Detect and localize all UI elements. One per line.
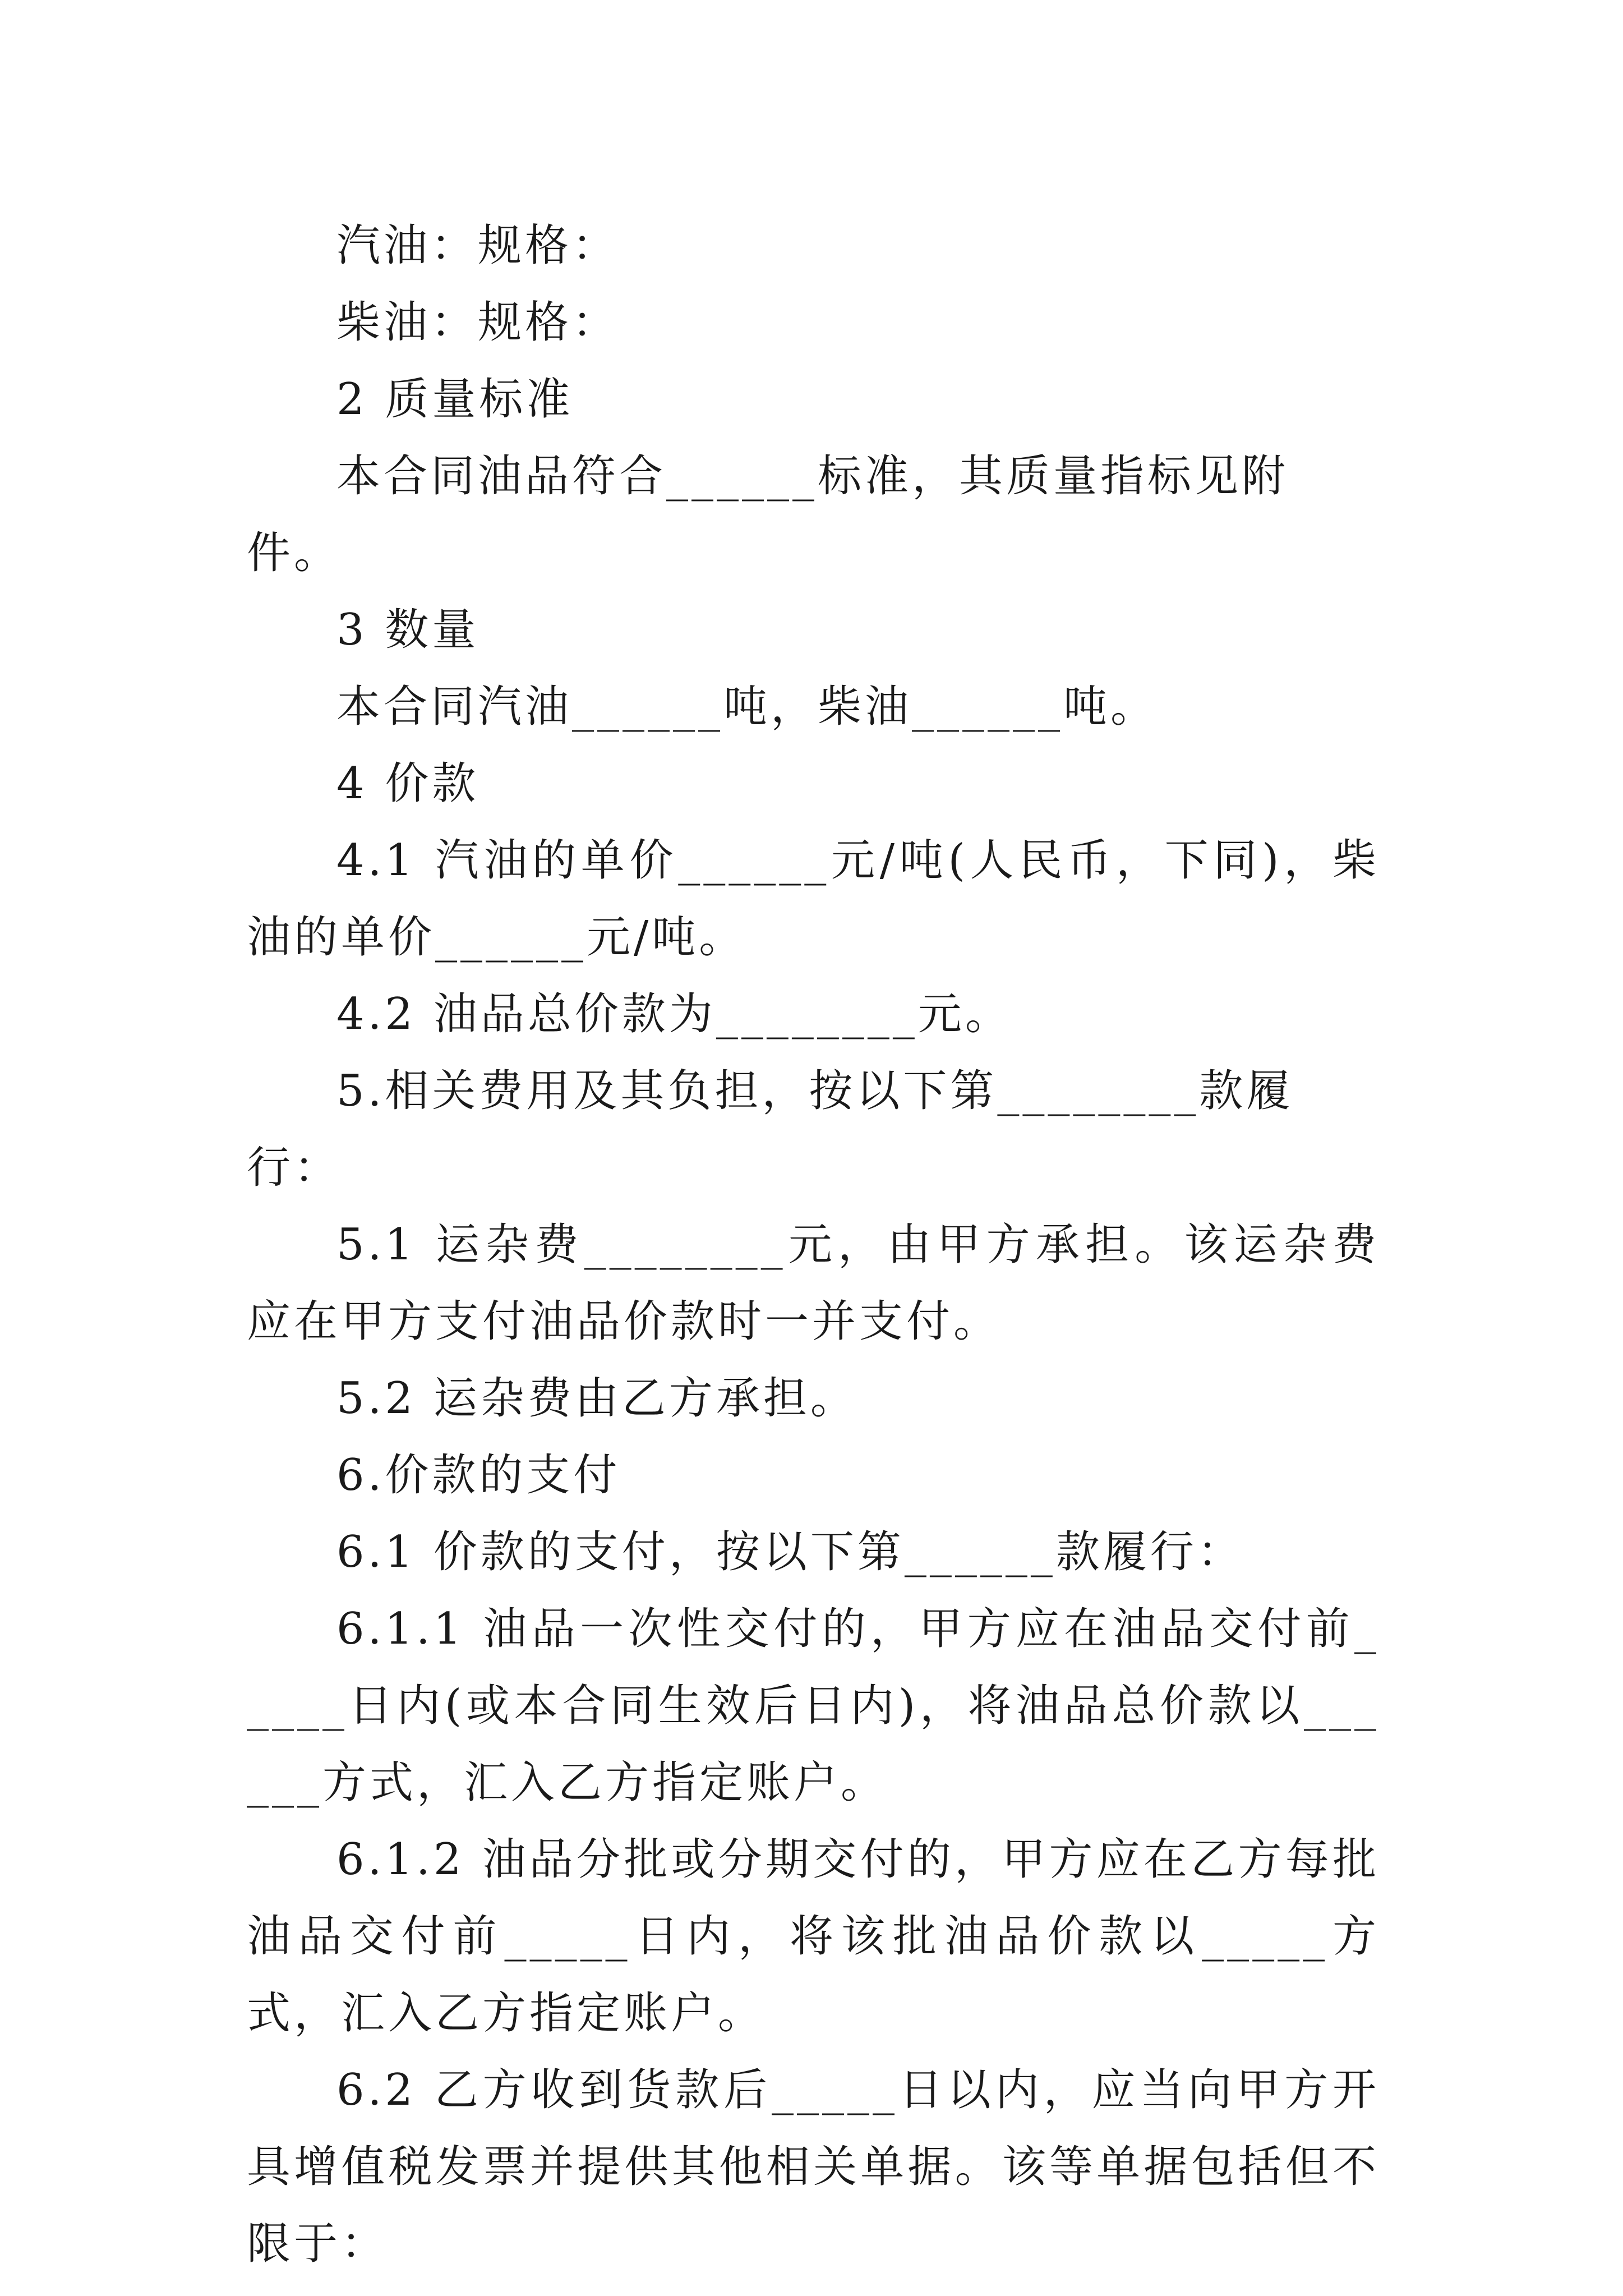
paragraph-freight-buyer: 5.1 运杂费________元，由甲方承担。该运杂费应在甲方支付油品价款时一并支付。 [247, 1220, 1380, 1347]
paragraph-quantity: 本合同汽油______吨，柴油______吨。 [336, 682, 1158, 732]
heading-quality-standard: 2 质量标准 [336, 374, 574, 425]
document-body [247, 208, 1380, 2283]
paragraph-freight-seller: 5.2 运杂费由乙方承担。 [336, 1373, 857, 1424]
paragraph-related-fees: 5.相关费用及其负担，按以下第________款履行： [247, 1066, 1294, 1193]
heading-price: 4 价款 [336, 758, 479, 809]
paragraph-batch-delivery: 6.1.2 油品分批或分期交付的，甲方应在乙方每批油品交付前_____日内，将该批油品价款以_____方式，汇入乙方指定账户。 [247, 1834, 1380, 2039]
paragraph-invoice: 6.2 乙方收到货款后_____日以内，应当向甲方开具增值税发票并提供其他相关单据。该等单据包括但不限于： [247, 2065, 1380, 2269]
paragraph-gasoline-spec: 汽油：规格： [336, 220, 620, 271]
paragraph-total-price: 4.2 油品总价款为________元。 [336, 989, 1012, 1039]
paragraph-payment-method: 6.1 价款的支付，按以下第______款履行： [336, 1527, 1244, 1577]
paragraph-diesel-spec: 柴油：规格： [336, 297, 620, 348]
heading-quantity: 3 数量 [336, 605, 479, 655]
paragraph-unit-price: 4.1 汽油的单价______元/吨(人民币，下同)，柴油的单价______元/吨。 [247, 835, 1380, 963]
heading-payment: 6.价款的支付 [336, 1450, 621, 1501]
paragraph-one-time-delivery: 6.1.1 油品一次性交付的，甲方应在油品交付前_____日内(或本合同生效后日内)，将油品总价款以______方式，汇入乙方指定账户。 [247, 1604, 1380, 1808]
paragraph-quality-standard: 本合同油品符合______标准，其质量指标见附件。 [247, 451, 1289, 578]
